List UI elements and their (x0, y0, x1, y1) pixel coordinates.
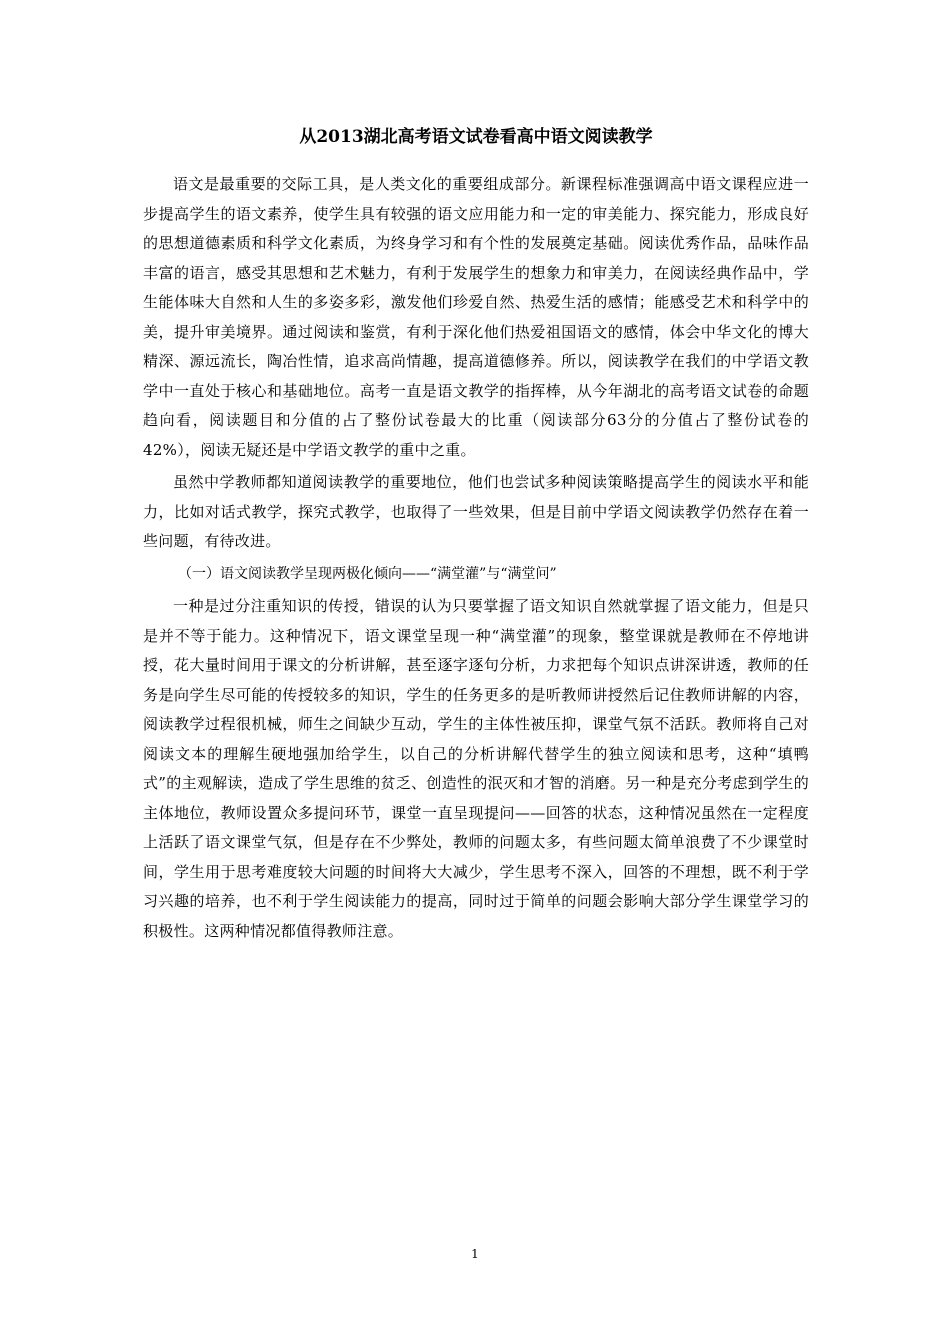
document-title: 从2013湖北高考语文试卷看高中语文阅读教学 (299, 127, 653, 147)
document-body (143, 118, 809, 949)
section-heading: （一）语文阅读教学呈现两极化倾向——“满堂灌”与“满堂问” (178, 565, 557, 582)
paragraph-problems: 虽然中学教师都知道阅读教学的重要地位，他们也尝试多种阅读策略提高学生的阅读水平和能力，比如对话式教学，探究式教学，也取得了一些效果，但是目前中学语文阅读教学仍然存在着一些问题，有待改进。 (143, 473, 809, 550)
paragraph-section-body: 一种是过分注重知识的传授，错误的认为只要掌握了语文知识自然就掌握了语文能力，但是只是并不等于能力。这种情况下，语文课堂呈现一种“满堂灌”的现象，整堂课就是教师在不停地讲授，花大量时间用于课文的分析讲解，甚至逐字逐句分析，力求把每个知识点讲深讲透，教师的任务是向学生尽可能的传授较多的知识，学生的任务更多的是听教师讲授然后记住教师讲解的内容，阅读教学过程很机械，师生之间缺少互动，学生的主体性被压抑，课堂气氛不活跃。教师将自己对阅读文本的理解生硬地强加给学生，以自己的分析讲解代替学生的独立阅读和思考，这种“填鸭式”的主观解读，造成了学生思维的贫乏、创造性的泯灭和才智的消磨。另一种是充分考虑到学生的主体地位，教师设置众多提问环节，课堂一直呈现提问——回答的状态，这种情况虽然在一定程度上活跃了语文课堂气氛，但是存在不少弊处，教师的问题太多，有些问题太简单浪费了不少课堂时间，学生用于思考难度较大问题的时间将大大减少，学生思考不深入，回答的不理想，既不利于学习兴趣的培养，也不利于学生阅读能力的提高，同时过于简单的问题会影响大部分学生课堂学习的积极性。这两种情况都值得教师注意。 (143, 597, 809, 940)
page-number: 1 (471, 1247, 479, 1261)
paragraph-intro: 语文是最重要的交际工具，是人类文化的重要组成部分。新课程标准强调高中语文课程应进一步提高学生的语文素养，使学生具有较强的语文应用能力和一定的审美能力、探究能力，形成良好的思想道德素质和科学文化素质，为终身学习和有个性的发展奠定基础。阅读优秀作品，品味作品丰富的语言，感受其思想和艺术魅力，有利于发展学生的想象力和审美力，在阅读经典作品中，学生能体味大自然和人生的多姿多彩，激发他们珍爱自然、热爱生活的感情；能感受艺术和科学中的美，提升审美境界。通过阅读和鉴赏，有利于深化他们热爱祖国语文的感情，体会中华文化的博大精深、源远流长，陶冶性情，追求高尚情趣，提高道德修养。所以，阅读教学在我们的中学语文教学中一直处于核心和基础地位。高考一直是语文教学的指挥棒，从今年湖北的高考语文试卷的命题趋向看，阅读题目和分值的占了整份试卷最大的比重（阅读部分63分的分值占了整份试卷的42%），阅读无疑还是中学语文教学的重中之重。 (143, 175, 809, 459)
